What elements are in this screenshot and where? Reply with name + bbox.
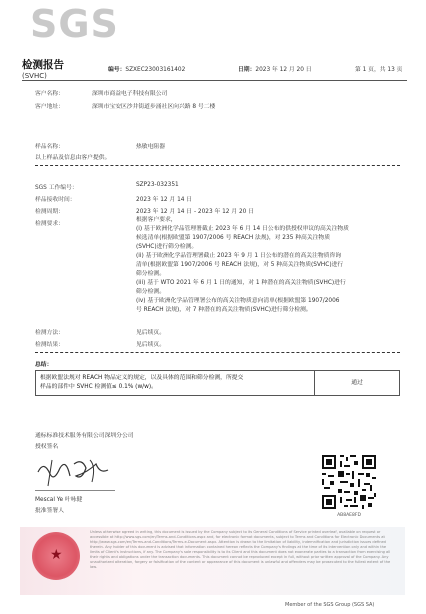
- test-period-label: 检测周期：: [35, 209, 64, 215]
- job-number: SZP23-032351: [136, 182, 179, 188]
- conclusion-table: [35, 370, 400, 396]
- test-period: 2023 年 12 月 14 日 - 2023 年 12 月 20 日: [136, 209, 254, 215]
- client-address-label: 客户地址：: [35, 104, 64, 110]
- report-date-label: 日期：: [238, 67, 256, 73]
- requirement-line: 号 REACH 法规)，对 7 种潜在的高关注物质(SVHC)进行筛分检测。: [136, 307, 312, 313]
- requirement-line: 候选清单(根据欧盟第 1907/2006 号 REACH 法规)，对 235 种高关注物质: [136, 235, 331, 241]
- conclusion-text-line: 样品的部件中 SVHC 检测值≤ 0.1% (w/w)。: [40, 384, 157, 390]
- requirement-line: 筛分检测。: [136, 289, 165, 295]
- section-divider: [35, 165, 400, 166]
- test-requirement-text: [136, 216, 396, 315]
- report-date: [238, 64, 312, 73]
- authorized-signature-label: 授权签名: [35, 444, 59, 450]
- received-date-label: 样品接收时间：: [35, 197, 76, 203]
- conclusion-row: [36, 371, 400, 396]
- qr-code: [320, 453, 378, 511]
- report-number-value: SZXEC23003161402: [125, 67, 186, 73]
- signer-name: Mescal Ye 叶咏健: [35, 497, 83, 503]
- requirement-line: (SVHC)进行筛分检测。: [136, 244, 198, 250]
- job-number-label: SGS 工作编号：: [35, 185, 78, 191]
- signing-company: 通标标准技术服务有限公司深圳分公司: [35, 433, 134, 439]
- qr-caption: AB8AE8FD: [337, 513, 361, 518]
- footer-membership: Member of the SGS Group (SGS SA): [285, 602, 375, 608]
- requirement-line: 清单(根据欧盟第 1907/2006 号 REACH 法规)，对 5 种高关注物质(SVHC)进行: [136, 262, 344, 268]
- sample-name: 热敏电阻器: [136, 144, 165, 150]
- report-number: [108, 64, 185, 73]
- sample-note: 以上样品及信息由客户提供。: [35, 155, 111, 161]
- handwritten-signature: [30, 450, 120, 490]
- requirement-line: 筛分检测。: [136, 271, 165, 277]
- report-number-label: 编号：: [108, 67, 126, 73]
- signer-role: 批准签署人: [35, 508, 64, 514]
- client-name-label: 客户名称：: [35, 91, 64, 97]
- requirement-line: (iv) 基于欧洲化学品管理署公布的高关注物质意向清单(根据欧盟第 1907/2006: [136, 298, 340, 304]
- requirement-line: (ii) 基于欧洲化学品管理署截止 2023 年 9 月 1 日公布的潜在的高关注物质咨询: [136, 253, 342, 259]
- section-divider: [35, 352, 400, 353]
- test-requirement-label: 检测要求：: [35, 221, 64, 227]
- conclusion-text-cell: [36, 371, 315, 396]
- header-divider: [22, 80, 407, 81]
- requirement-line: (iii) 基于 WTO 2021 年 6 月 1 日的通知，对 1 种潜在的高关注物质(SVHC)进行: [136, 280, 346, 286]
- client-address: 深圳市宝安区沙井街道步涌社区向兴路 8 号二楼: [92, 104, 216, 110]
- test-method-label: 检测方法：: [35, 330, 64, 336]
- test-method: 见后续页。: [136, 330, 165, 336]
- conclusion-label: 总结：: [35, 362, 53, 368]
- seal-star-icon: ★: [50, 547, 63, 563]
- sample-name-label: 样品名称：: [35, 144, 64, 150]
- report-subtitle: (SVHC): [22, 72, 47, 80]
- test-result-label: 检测结果：: [35, 342, 64, 348]
- requirement-line: (i) 基于欧洲化学品管理署截止 2023 年 6 月 14 日公布的供授权审议的高关注物质: [136, 226, 349, 232]
- conclusion-text-line: 根据欧盟法规对 REACH 物品定义的规定，以及具体的范围和筛分检测，所提交: [40, 375, 244, 381]
- received-date: 2023 年 12 月 14 日: [136, 197, 193, 203]
- requirement-line: 根据客户要求，: [136, 217, 177, 223]
- page-indicator: 第 1 页，共 13 页: [355, 67, 403, 73]
- terms-fine-print: Unless otherwise agreed in writing, this document is issued by the Company subject to its General Conditions of Service printed overleaf, available on request or accessible at http://www.sgs.com/en/Terms-and-Conditions.aspx and, for electronic format documents, subject to Terms and Conditions for Electronic Documents at http://www.sgs.com/en/Terms-and-Conditions/Terms-e-Document.aspx. Attention is drawn to the limitation of liability, indemnification and jurisdiction issues defined therein. Any holder of this document is advised that information contained hereon reflects the Company's findings at the time of its intervention only and within the limits of Client's instructions, if any. The Company's sole responsibility is to its Client and this document does not exonerate parties to a transaction from exercising all their rights and obligations under the transaction documents. This document cannot be reproduced except in full, without prior written approval of the Company. Any unauthorized alteration, forgery or falsification of the content or appearance of this document is unlawful and offenders may be prosecuted to the fullest extent of the law.: [90, 530, 391, 569]
- conclusion-verdict: 通过: [315, 371, 400, 396]
- sgs-logo: SGS: [30, 2, 119, 46]
- test-result: 见后续页。: [136, 342, 165, 348]
- signature-line: [35, 490, 115, 491]
- report-date-value: 2023 年 12 月 20 日: [255, 67, 312, 73]
- report-title: 检测报告: [22, 59, 64, 71]
- client-name: 深圳市商益电子科技有限公司: [92, 91, 168, 97]
